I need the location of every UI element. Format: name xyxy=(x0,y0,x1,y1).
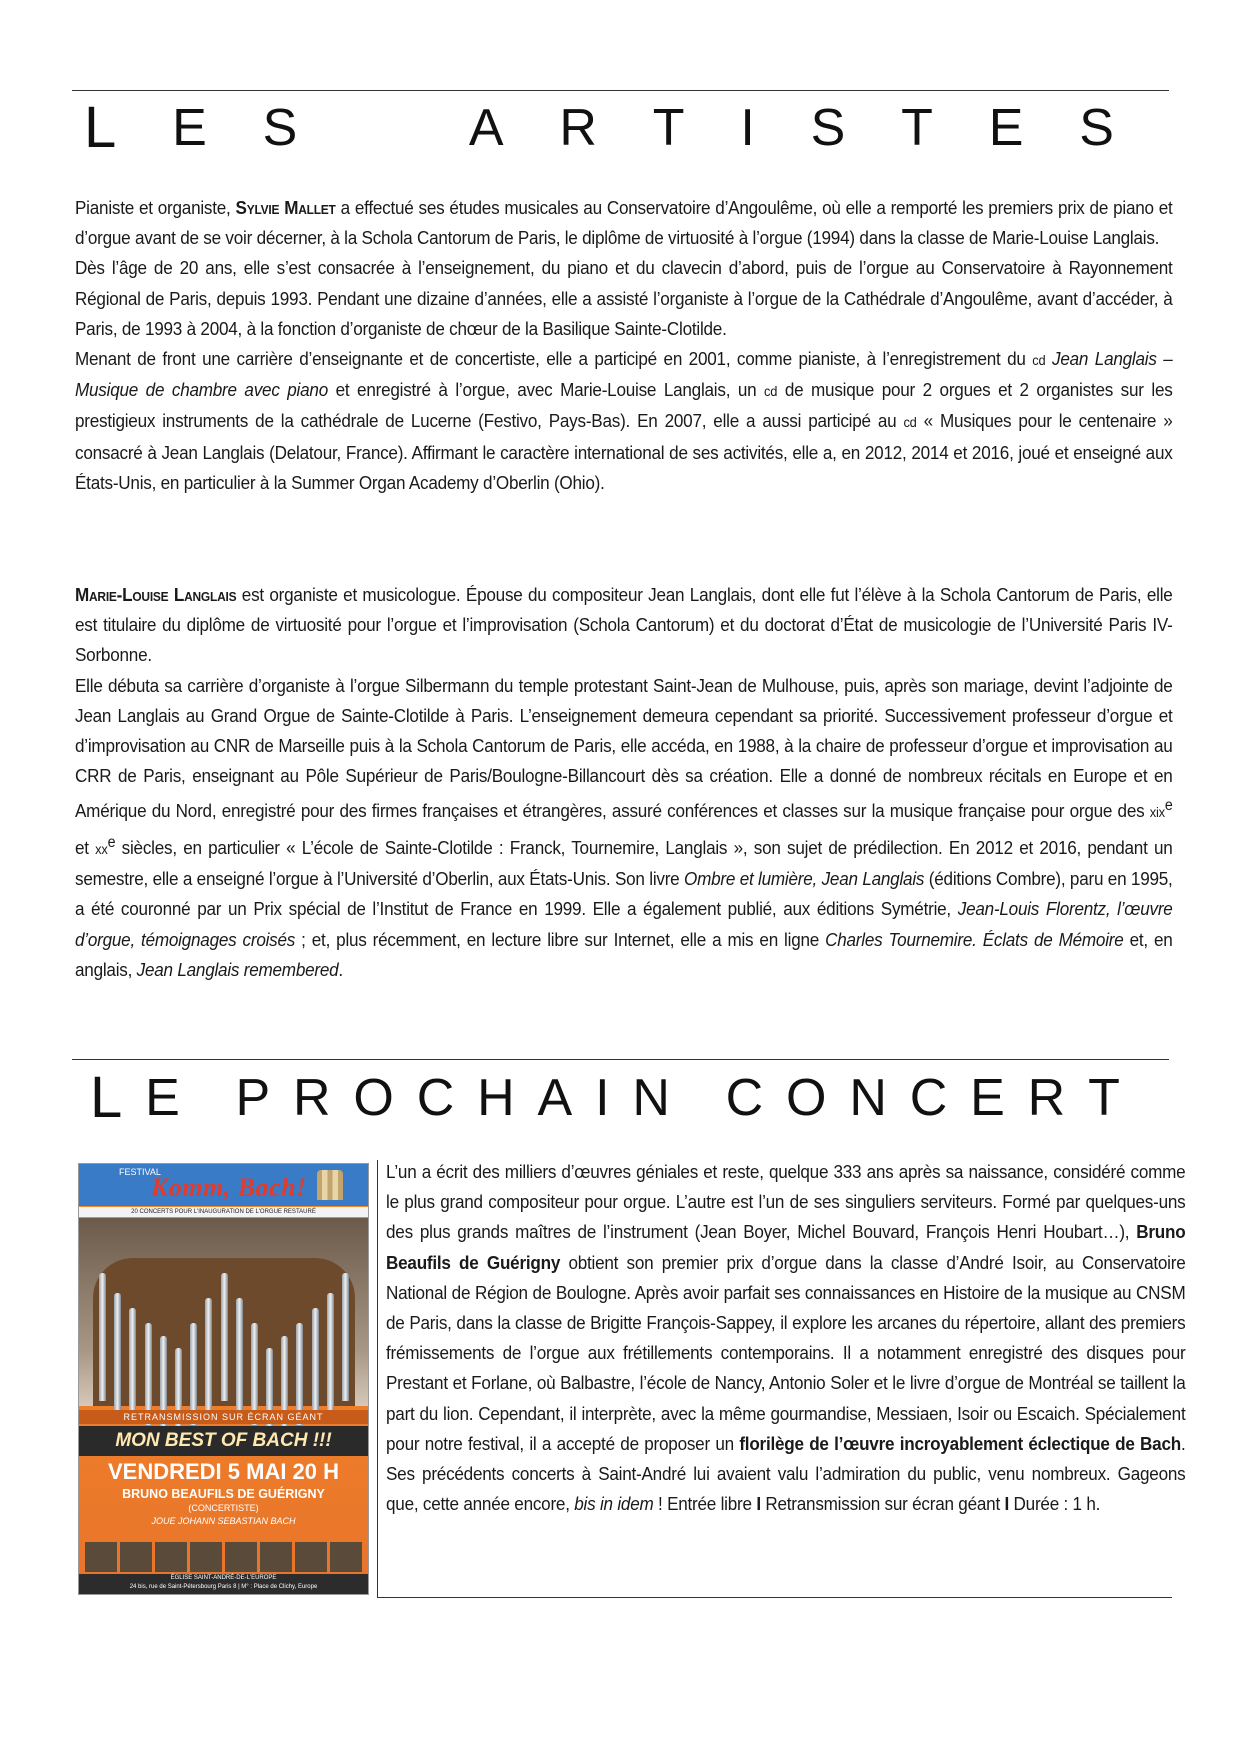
heading-letter: R xyxy=(559,99,597,157)
heading-letter: I xyxy=(740,99,755,157)
poster-festival: FESTIVAL xyxy=(119,1167,161,1177)
concert-heading xyxy=(90,1065,1120,1130)
langlais-paragraph-1: Marie-Louise Langlais est organiste et musicologue. Épouse du compositeur Jean Langlais, dont elle fut l’élève à la Schola Cantorum de Paris, elle est titulaire du diplôme de virtuosité pour l’orgue et l’improvisation (Schola Cantorum) et du doctorat d’État de musicologie de l’Université Paris IV-Sorbonne. xyxy=(75,584,1173,666)
heading-letter: T xyxy=(1088,1069,1120,1127)
heading-letter: T xyxy=(901,99,933,157)
heading-letter: N xyxy=(849,1069,887,1127)
poster-church: ÉGLISE SAINT-ANDRÉ-DE-L'EUROPE xyxy=(170,1575,277,1581)
heading-letter xyxy=(203,1068,213,1128)
poster-title: Komm, Bach! xyxy=(151,1173,307,1202)
poster-photo-strip xyxy=(85,1542,362,1572)
heading-letter: H xyxy=(477,1069,515,1127)
performer-name: Bruno Beaufils de Guérigny xyxy=(386,1221,1186,1273)
top-rule xyxy=(72,90,1169,91)
heading-letter: C xyxy=(416,1069,455,1127)
book-title: Jean Langlais remembered xyxy=(136,958,339,980)
concert-description xyxy=(386,1157,1185,1519)
poster-address: 24 bis, rue de Saint-Pétersbourg Paris 8 | M° : Place de Clichy, Europe xyxy=(129,1584,318,1590)
poster-performer: BRUNO BEAUFILS DE GUÉRIGNY xyxy=(122,1487,325,1501)
mallet-paragraph-3: Menant de front une carrière d’enseignante et de concertiste, elle a participé en 2001, comme pianiste, à l’enregistrement du cd Jean Langlais – Musique de chambre avec piano et enregistré à l’orgue, avec Marie-Louise Langlais, un cd de musique pour 2 orgues et 2 organistes sur les prestigieux instruments de la cathédrale de Lucerne (Festivo, Pays-Bas). En 2007, elle a aussi participé au cd « Musiques pour le centenaire » consacré à Jean Langlais (Delatour, France). Affirmant le caractère international de ses activités, elle a, en 2012, 2014 et 2016, joué et enseigné aux États-Unis, en particulier à la Summer Organ Academy d’Oberlin (Ohio). xyxy=(75,348,1173,493)
organ-photo xyxy=(79,1218,368,1406)
organ-pipes xyxy=(99,1273,349,1401)
latin-phrase: bis in idem xyxy=(574,1493,654,1515)
poster-retrans: RETRANSMISSION SUR ÉCRAN GÉANT xyxy=(79,1410,368,1424)
heading-letter: A xyxy=(537,1069,573,1127)
heading-letter: T xyxy=(652,99,685,157)
heading-letter: S xyxy=(810,99,846,157)
mallet-paragraph-2: Dès l’âge de 20 ans, elle s’est consacrée à l’enseignement, du piano et du clavecin d’abord, puis de l’orgue au Conservatoire à Rayonnement Régional de Paris, depuis 1993. Pendant une dizaine d’années, elle a assisté l’organiste à l’orgue de la Cathédrale d’Angoulême, avant d’accéder, à Paris, de 1993 à 2004, à la fonction d’organiste de chœur de la Basilique Sainte-Clotilde. xyxy=(75,257,1173,339)
poster-plays: JOUE JOHANN SEBASTIAN BACH xyxy=(151,1516,296,1526)
heading-letter: A xyxy=(468,99,504,157)
mallet-paragraph-1: Pianiste et organiste, Sylvie Mallet a effectué ses études musicales au Conservatoire d’Angoulême, où elle a remporté les premiers prix de piano et d’orgue avant de se voir décerner, à la Schola Cantorum de Paris, le diplôme de virtuosité à l’orgue (1994) dans la classe de Marie-Louise Langlais. xyxy=(75,197,1173,249)
book-title: Jean-Louis Florentz, l’œuvre d’orgue, témoignages croisés xyxy=(75,898,1173,950)
concert-paragraph: L’un a écrit des milliers d’œuvres géniales et reste, quelque 333 ans après sa naissance, considéré comme le plus grand compositeur pour orgue. L’autre est l’un de ses singuliers serviteurs. Formé par quelques-uns des plus grands maîtres de l’instrument (Jean Boyer, Michel Bouvard, François Henri Houbart…), Bruno Beaufils de Guérigny obtient son premier prix d’orgue dans la classe d’André Isoir, au Conservatoire National de Région de Boulogne. Après avoir parfait ses connaissances en Histoire de la musique au CNSM de Paris, dans la classe de Brigitte François-Sappey, il explore les arcanes du répertoire, allant des premiers frémissements de l’orgue aux frétillements contemporains. Il a notamment enregistré des disques pour Prestant et Forlane, où Balbastre, l’école de Nancy, Antonio Soler et le livre d’orgue de Montréal se taillent la part du lion. Cependant, il interprète, avec la même gourmandise, Messiaen, Isoir ou Escaich. Spécialement pour notre festival, il a accepté de proposer un florilège de l’œuvre incroyablement éclectique de Bach. Ses précédents concerts à Saint-André lui avaient valu l’admiration du public, venu nombreux. Gageons que, cette année encore, bis in idem ! Entrée libre I Retransmission sur écran géant I Durée : 1 h. xyxy=(386,1161,1186,1515)
heading-letter: S xyxy=(1079,99,1114,157)
poster-role: (CONCERTISTE) xyxy=(188,1503,259,1513)
poster-footer xyxy=(79,1574,368,1594)
book-title: Ombre et lumière, Jean Langlais xyxy=(684,868,925,890)
langlais-paragraph-2: Elle débuta sa carrière d’organiste à l’orgue Silbermann du temple protestant Saint-Jean de Mulhouse, puis, après son mariage, devint l’adjointe de Jean Langlais au Grand Orgue de Sainte-Clotilde à Paris. L’enseignement demeura cependant sa priorité. Successivement professeur d’orgue et d’improvisation au CNR de Marseille puis à la Schola Cantorum de Paris, elle accéda, en 1988, à la chaire de professeur d’orgue et improvisation au CRR de Paris, enseignant au Pôle Supérieur de Paris/Boulogne-Billancourt dès sa création. Elle a donné de nombreux récitals en Europe et en Amérique du Nord, enregistré pour des firmes françaises et étrangères, assuré conférences et classes sur la musique française pour orgue des xix$^e$ et $xx^e$ siècles, en particulier « L’école de Sainte-Clotilde : Franck, Tournemire, Langlais », son sujet de prédilection. En 2012 et 2016, pendant un semestre, elle a enseigné l’orgue à l’Université d’Oberlin, aux États-Unis. Son livre Ombre et lumière, Jean Langlais (éditions Combre), paru en 1995, a été couronné par un Prix spécial de l’Institut de France en 1999. Elle a également publié, aux éditions Symétrie, Jean-Louis Florentz, l’œuvre d’orgue, témoignages croisés ; et, plus récemment, en lecture libre sur Internet, elle a mis en ligne Charles Tournemire. Éclats de Mémoire et, en anglais, Jean Langlais remembered. xyxy=(75,674,1173,980)
poster-subtitle: 20 CONCERTS POUR L'INAUGURATION DE L'ORGUE RESTAURÉ xyxy=(79,1207,368,1217)
heading-letter: O xyxy=(353,1069,394,1127)
cd-title: Jean Langlais – Musique de chambre avec piano xyxy=(75,348,1173,401)
heading-letter: E xyxy=(988,99,1024,157)
heading-letter: E xyxy=(145,1069,180,1127)
heading-letter: R xyxy=(293,1069,331,1127)
heading-letter: L xyxy=(90,1065,123,1130)
concert-box-left xyxy=(377,1160,378,1597)
heading-letter xyxy=(353,98,413,158)
heading-letter: S xyxy=(262,99,298,157)
langlais-bio xyxy=(75,580,1173,985)
heading-letter: R xyxy=(1027,1069,1066,1127)
concert-poster xyxy=(78,1163,369,1595)
heading-letter: P xyxy=(235,1069,271,1127)
organ-icon xyxy=(317,1170,343,1200)
heading-letter: I xyxy=(595,1069,610,1127)
mallet-bio xyxy=(75,193,1173,498)
heading-letter: O xyxy=(786,1069,827,1127)
heading-letter: E xyxy=(172,99,207,157)
artist-name: Sylvie Mallet xyxy=(235,197,336,218)
heading-letter: L xyxy=(84,95,117,160)
heading-letter: C xyxy=(909,1069,948,1127)
heading-letter xyxy=(693,1068,703,1128)
concert-box-bottom xyxy=(377,1597,1172,1598)
program-highlight: florilège de l’œuvre incroyablement éclectique de Bach xyxy=(739,1432,1181,1454)
poster-best-of: MON BEST OF BACH !!! xyxy=(79,1426,368,1456)
poster-date: VENDREDI 5 MAI 20 H xyxy=(107,1459,340,1484)
poster-header xyxy=(79,1164,368,1206)
artistes-heading xyxy=(84,95,1114,160)
heading-letter: N xyxy=(632,1069,670,1127)
artist-name: Marie-Louise Langlais xyxy=(75,584,237,605)
book-title: Charles Tournemire. Éclats de Mémoire xyxy=(825,928,1124,950)
heading-letter: C xyxy=(725,1069,764,1127)
concert-rule xyxy=(72,1059,1169,1060)
heading-letter: E xyxy=(970,1069,1005,1127)
